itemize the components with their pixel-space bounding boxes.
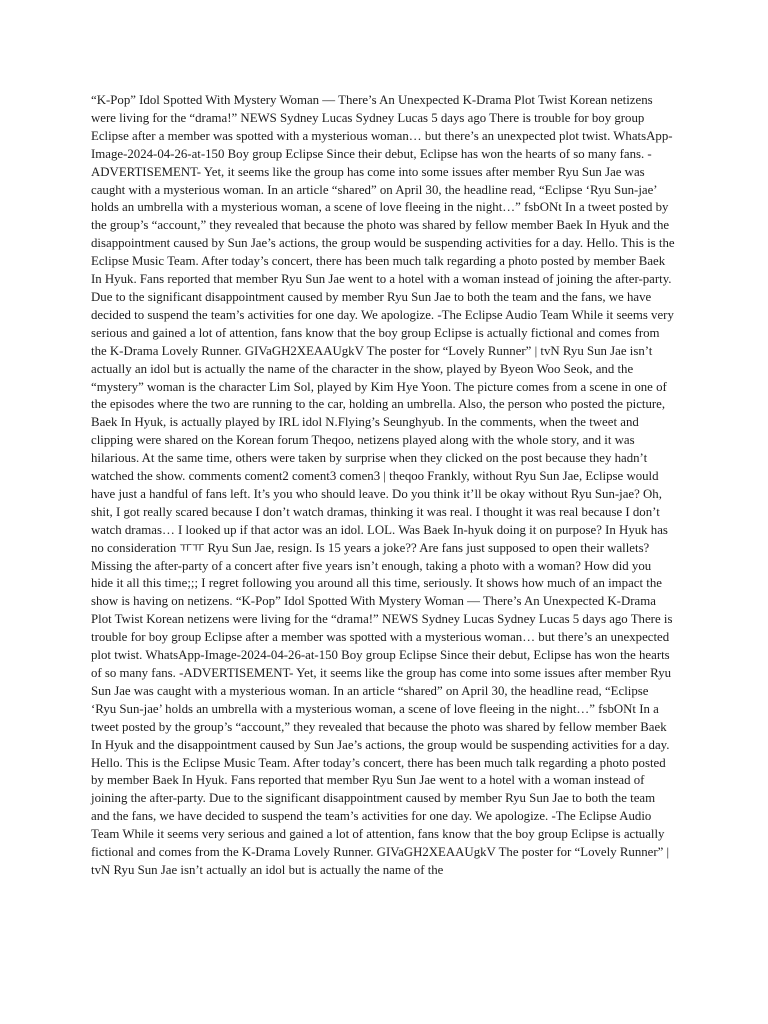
article-body-text: “K-Pop” Idol Spotted With Mystery Woman — There’s An Unexpected K-Drama Plot Twist Korean netizens were living for the “drama!” NEWS Sydney Lucas Sydney Lucas 5 days ago There is trouble for boy group Eclipse after a member was spotted with a mysterious woman… but there’s an unexpected plot twist. WhatsApp-Image-2024-04-26-at-150 Boy group Eclipse Since their debut, Eclipse has won the hearts of so many fans. -ADVERTISEMENT- Yet, it seems like the group has come into some issues after member Ryu Sun Jae was caught with a mysterious woman. In an article “shared” on April 30, the headline read, “Eclipse ‘Ryu Sun-jae’ holds an umbrella with a mysterious woman, a scene of love fleeing in the night…” fsbONt In a tweet posted by the group’s “account,” they revealed that because the photo was shared by fellow member Baek In Hyuk and the disappointment caused by Sun Jae’s actions, the group would be suspending activities for a day. Hello. This is the Eclipse Music Team. After today’s concert, there has been much talk regarding a photo posted by member Baek In Hyuk. Fans reported that member Ryu Sun Jae went to a hotel with a woman instead of joining the after-party. Due to the significant disappointment caused by member Ryu Sun Jae to both the team and the fans, we have decided to suspend the team’s activities for one day. We apologize. -The Eclipse Audio Team While it seems very serious and gained a lot of attention, fans know that the boy group Eclipse is actually fictional and comes from the K-Drama Lovely Runner. GIVaGH2XEAAUgkV The poster for “Lovely Runner” | tvN Ryu Sun Jae isn’t actually an idol but is actually the name of the character in the show, played by Byeon Woo Seok, and the “mystery” woman is the character Lim Sol, played by Kim Hye Yoon. The picture comes from a scene in one of the episodes where the two are running to the car, holding an umbrella. Also, the person who posted the picture, Baek In Hyuk, is actually played by IRL idol N.Flying’s Seunghyub. In the comments, when the tweet and clipping were shared on the Korean forum Theqoo, netizens played along with the whole story, and it was hilarious. At the same time, others were taken by surprise when they clicked on the post because they hadn’t watched the show. comments coment2 coment3 comen3 | theqoo Frankly, without Ryu Sun Jae, Eclipse would have just a handful of fans left. It’s you who should leave. Do you think it’ll be okay without Ryu Sun-jae? Oh, shit, I got really scared because I don’t watch dramas, thinking it was real. I thought it was real because I don’t watch dramas… I looked up if that actor was an idol. LOL. Was Baek In-hyuk doing it on purpose? In Hyuk has no consideration ㅠㅠ Ryu Sun Jae, resign. Is 15 years a joke?? Are fans just supposed to open their wallets? Missing the after-party of a concert after five years isn’t enough, taking a photo with a woman? How did you hide it all this time;;; I regret following you around all this time, seriously. It shows how much of an impact the show is having on netizens. “K-Pop” Idol Spotted With Mystery Woman — There’s An Unexpected K-Drama Plot Twist Korean netizens were living for the “drama!” NEWS Sydney Lucas Sydney Lucas 5 days ago There is trouble for boy group Eclipse after a member was spotted with a mysterious woman… but there’s an unexpected plot twist. WhatsApp-Image-2024-04-26-at-150 Boy group Eclipse Since their debut, Eclipse has won the hearts of so many fans. -ADVERTISEMENT- Yet, it seems like the group has come into some issues after member Ryu Sun Jae was caught with a mysterious woman. In an article “shared” on April 30, the headline read, “Eclipse ‘Ryu Sun-jae’ holds an umbrella with a mysterious woman, a scene of love fleeing in the night…” fsbONt In a tweet posted by the group’s “account,” they revealed that because the photo was shared by fellow member Baek In Hyuk and the disappointment caused by Sun Jae’s actions, the group would be suspending activities for a day. Hello. This is the Eclipse Music Team. After today’s concert, there has been much talk regarding a photo posted by member Baek In Hyuk. Fans reported that member Ryu Sun Jae went to a hotel with a woman instead of joining the after-party. Due to the significant disappointment caused by member Ryu Sun Jae to both the team and the fans, we have decided to suspend the team’s activities for one day. We apologize. -The Eclipse Audio Team While it seems very serious and gained a lot of attention, fans know that the boy group Eclipse is actually fictional and comes from the K-Drama Lovely Runner. GIVaGH2XEAAUgkV The poster for “Lovely Runner” | tvN Ryu Sun Jae isn’t actually an idol but is actually the name of the xyxy=(91,93,675,877)
